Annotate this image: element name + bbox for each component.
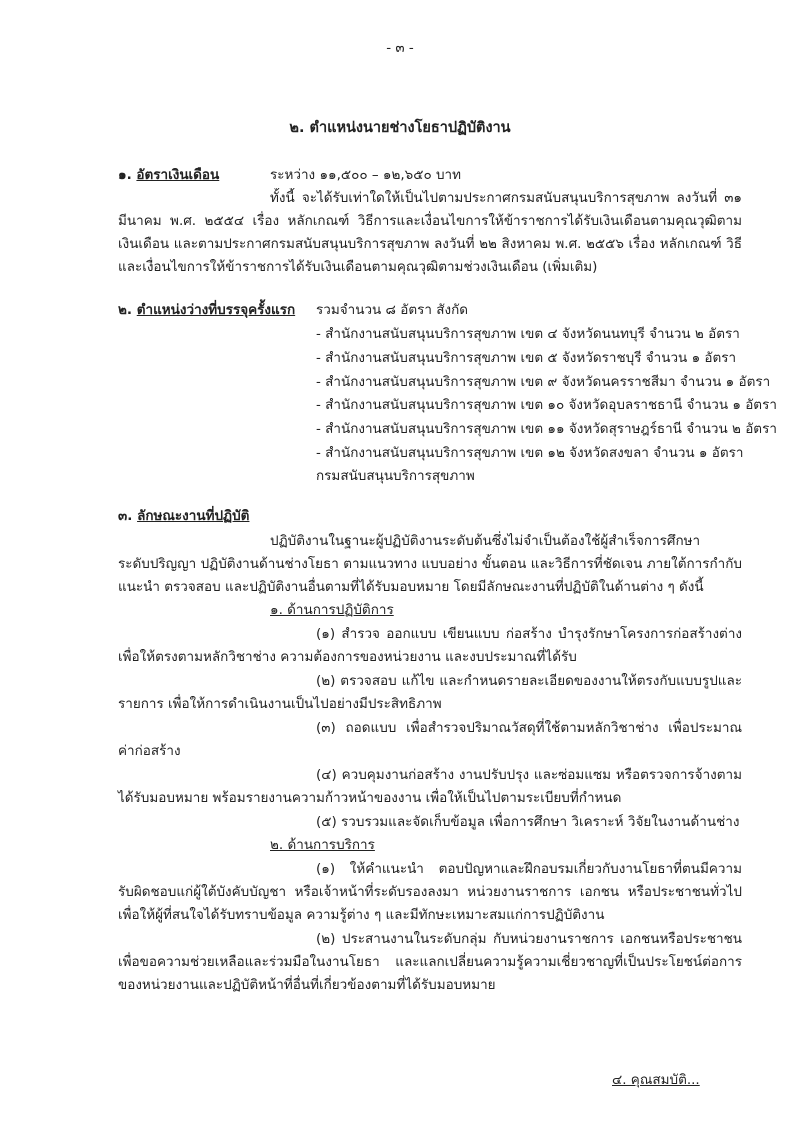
paragraph-line: ทั้งนี้ จะได้รับเท่าใดให้เป็นไปตามประกาศกรมสนับสนุนบริการสุขภาพ ลงวันที่ ๓๑ <box>270 190 742 206</box>
paragraph-line: (๑) ให้คำแนะนำ ตอบปัญหาและฝึกอบรมเกี่ยวกับงานโยธาที่ตนมีความ <box>316 861 742 877</box>
paragraph-line: (๕) รวบรวมและจัดเก็บข้อมูล เพื่อการศึกษา วิเคราะห์ วิจัยในงานด้านช่าง <box>316 814 740 830</box>
paragraph-line: แนะนำ ตรวจสอบ และปฏิบัติงานอื่นตามที่ได้รับมอบหมาย โดยมีลักษณะงานที่ปฏิบัติในด้านต่าง ๆ ดังนี้ <box>118 579 704 595</box>
paragraph-line: มีนาคม พ.ศ. ๒๕๕๔ เรื่อง หลักเกณฑ์ วิธีการและเงื่อนไขการให้ข้าราชการได้รับเงินเดือนตามคุณวุฒิตาม <box>118 213 742 229</box>
section-1-heading <box>118 165 219 185</box>
list-item: - สำนักงานสนับสนุนบริการสุขภาพ เขต ๑๑ จังหวัดสุราษฎร์ธานี จำนวน ๒ อัตรา <box>316 421 777 437</box>
paragraph-line: เพื่อให้ตรงตามหลักวิชาช่าง ความต้องการของหน่วยงาน และงบประมาณที่ได้รับ <box>118 649 577 665</box>
section-3-heading <box>118 506 249 526</box>
continuation-marker: ๔. คุณสมบัติ... <box>612 1072 700 1088</box>
section-number: ๑. <box>118 167 132 183</box>
paragraph-line: (๔) ควบคุมงานก่อสร้าง งานปรับปรุง และซ่อมแซม หรือตรวจการจ้างตาม <box>316 767 742 783</box>
list-item: - สำนักงานสนับสนุนบริการสุขภาพ เขต ๑๒ จังหวัดสงขลา จำนวน ๑ อัตรา <box>316 445 744 461</box>
paragraph-line: ปฏิบัติงานในฐานะผู้ปฏิบัติงานระดับต้นซึ่งไม่จำเป็นต้องใช้ผู้สำเร็จการศึกษา <box>270 533 701 549</box>
page-number: - ๓ - <box>386 40 414 56</box>
list-item: กรมสนับสนุนบริการสุขภาพ <box>316 468 475 484</box>
paragraph-line: ของหน่วยงานและปฏิบัติหน้าที่อื่นที่เกี่ยวข้องตามที่ได้รับมอบหมาย <box>118 977 496 993</box>
paragraph-line: (๒) ตรวจสอบ แก้ไข และกำหนดรายละเอียดของงานให้ตรงกับแบบรูปและ <box>316 673 742 689</box>
paragraph-line: เพื่อขอความช่วยเหลือและร่วมมือในงานโยธา และแลกเปลี่ยนความรู้ความเชี่ยวชาญที่เป็นประโยชน์ต่อการ <box>118 954 742 970</box>
section-label: ตำแหน่งว่างที่บรรจุครั้งแรก <box>136 302 296 318</box>
paragraph-line: รับผิดชอบแก่ผู้ใต้บังคับบัญชา หรือเจ้าหน้าที่ระดับรองลงมา หน่วยงานราชการ เอกชน หรือประชาชนทั่วไป <box>118 884 742 900</box>
paragraph-line: (๑) สำรวจ ออกแบบ เขียนแบบ ก่อสร้าง บำรุงรักษาโครงการก่อสร้างต่าง <box>316 626 742 642</box>
section-label: อัตราเงินเดือน <box>136 167 220 183</box>
section-label: ลักษณะงานที่ปฏิบัติ <box>137 508 250 524</box>
section-number: ๓. <box>118 508 133 524</box>
subsection-heading: ๑. ด้านการปฏิบัติการ <box>270 602 394 618</box>
salary-range: ระหว่าง ๑๑,๕๐๐ – ๑๒,๖๕๐ บาท <box>270 167 462 183</box>
position-count: รวมจำนวน ๘ อัตรา สังกัด <box>316 302 469 318</box>
list-item: - สำนักงานสนับสนุนบริการสุขภาพ เขต ๕ จังหวัดราชบุรี จำนวน ๑ อัตรา <box>316 350 737 366</box>
list-item: - สำนักงานสนับสนุนบริการสุขภาพ เขต ๙ จังหวัดนครราชสีมา จำนวน ๑ อัตรา <box>316 374 771 390</box>
list-item: - สำนักงานสนับสนุนบริการสุขภาพ เขต ๑๐ จังหวัดอุบลราชธานี จำนวน ๑ อัตรา <box>316 397 777 413</box>
paragraph-line: เพื่อให้ผู้ที่สนใจได้รับทราบข้อมูล ความรู้ต่าง ๆ และมีทักษะเหมาะสมแก่การปฏิบัติงาน <box>118 907 605 923</box>
paragraph-line: (๒) ประสานงานในระดับกลุ่ม กับหน่วยงานราชการ เอกชนหรือประชาชน <box>316 931 742 947</box>
paragraph-line: (๓) ถอดแบบ เพื่อสำรวจปริมาณวัสดุที่ใช้ตามหลักวิชาช่าง เพื่อประมาณ <box>316 720 742 736</box>
paragraph-line: และเงื่อนไขการให้ข้าราชการได้รับเงินเดือนตามคุณวุฒิตามช่วงเงินเดือน (เพิ่มเติม) <box>118 259 598 275</box>
paragraph-line: ค่าก่อสร้าง <box>118 743 181 759</box>
paragraph-line: ได้รับมอบหมาย พร้อมรายงานความก้าวหน้าของงาน เพื่อให้เป็นไปตามระเบียบที่กำหนด <box>118 790 622 806</box>
page-title: ๒. ตำแหน่งนายช่างโยธาปฏิบัติงาน <box>289 120 511 136</box>
section-2-heading <box>118 300 295 320</box>
section-number: ๒. <box>118 302 133 318</box>
subsection-heading: ๒. ด้านการบริการ <box>270 837 375 853</box>
paragraph-line: เงินเดือน และตามประกาศกรมสนับสนุนบริการสุขภาพ ลงวันที่ ๒๒ สิงหาคม พ.ศ. ๒๕๕๖ เรื่อง หลักเกณฑ์ วิธี <box>118 236 742 252</box>
paragraph-line: รายการ เพื่อให้การดำเนินงานเป็นไปอย่างมีประสิทธิภาพ <box>118 696 442 712</box>
paragraph-line: ระดับปริญญา ปฏิบัติงานด้านช่างโยธา ตามแนวทาง แบบอย่าง ขั้นตอน และวิธีการที่ชัดเจน ภายใต้การกำกับ <box>118 556 742 572</box>
list-item: - สำนักงานสนับสนุนบริการสุขภาพ เขต ๔ จังหวัดนนทบุรี จำนวน ๒ อัตรา <box>316 326 740 342</box>
